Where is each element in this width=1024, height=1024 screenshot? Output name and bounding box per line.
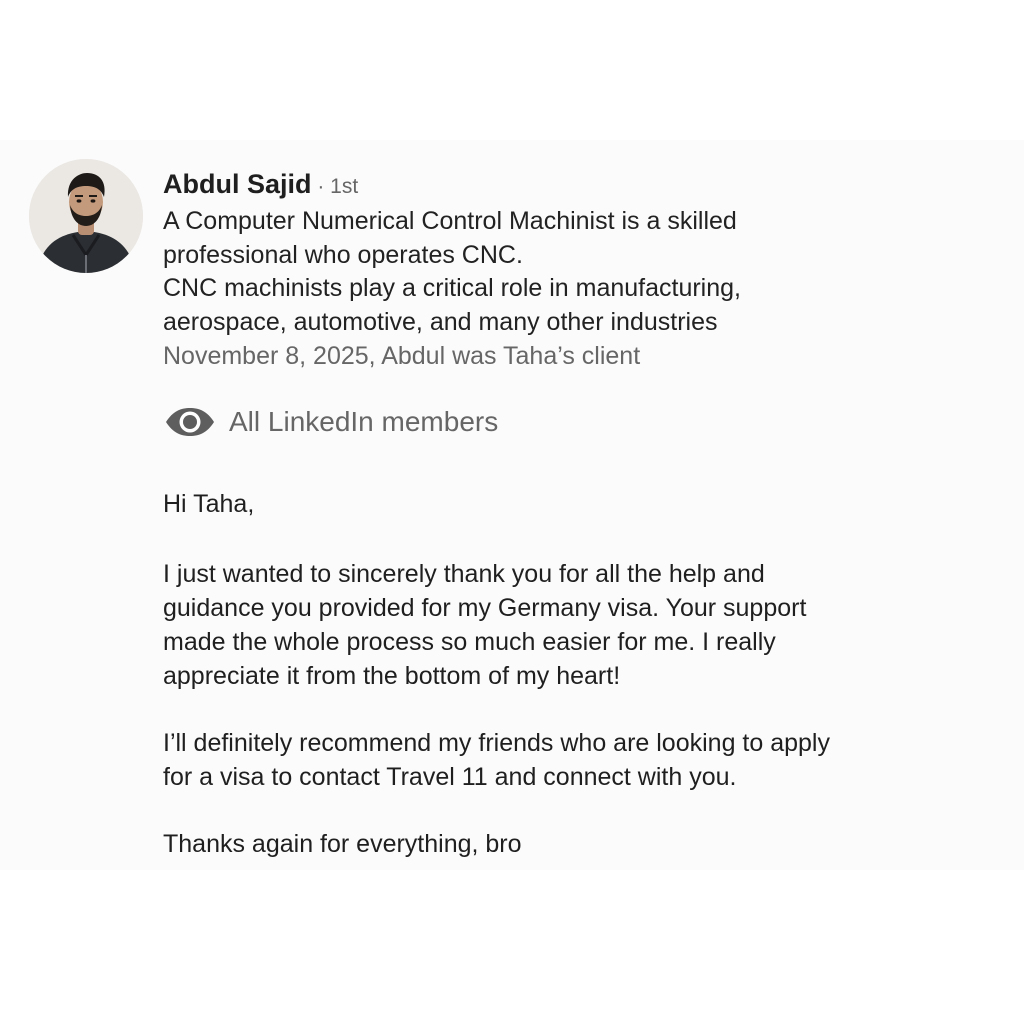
author-headline-line: CNC machinists play a critical role in manufacturing, bbox=[163, 274, 741, 302]
visibility-setting[interactable] bbox=[163, 400, 498, 444]
author-name[interactable]: Abdul Sajid bbox=[163, 169, 312, 199]
recommendation-message bbox=[163, 487, 1003, 861]
avatar[interactable] bbox=[29, 159, 143, 273]
message-line: appreciate it from the bottom of my heart! bbox=[163, 662, 621, 690]
message-line: guidance you provided for my Germany visa. Your support bbox=[163, 594, 807, 622]
recommendation-date-relationship: November 8, 2025, Abdul was Taha’s client bbox=[163, 342, 641, 370]
message-closing: Thanks again for everything, bro bbox=[163, 830, 522, 858]
author-header bbox=[163, 166, 1003, 373]
name-line bbox=[163, 166, 1003, 205]
message-paragraph bbox=[163, 557, 1003, 693]
connection-degree: 1st bbox=[330, 175, 359, 198]
author-headline-line: aerospace, automotive, and many other industries bbox=[163, 307, 718, 336]
avatar-photo bbox=[29, 159, 143, 273]
message-line: I’ll definitely recommend my friends who are looking to apply bbox=[163, 729, 830, 757]
message-line: made the whole process so much easier for me. I really bbox=[163, 628, 776, 656]
message-greeting: Hi Taha, bbox=[163, 490, 255, 518]
message-paragraph bbox=[163, 726, 1003, 794]
message-line: I just wanted to sincerely thank you for all the help and bbox=[163, 560, 765, 588]
author-headline-line: professional who operates CNC. bbox=[163, 240, 523, 269]
degree-separator: · bbox=[311, 175, 331, 198]
eye-icon bbox=[163, 406, 217, 438]
message-line: for a visa to contact Travel 11 and connect with you. bbox=[163, 763, 737, 791]
author-headline-line: A Computer Numerical Control Machinist is a skilled bbox=[163, 207, 737, 235]
visibility-label: All LinkedIn members bbox=[229, 406, 499, 437]
